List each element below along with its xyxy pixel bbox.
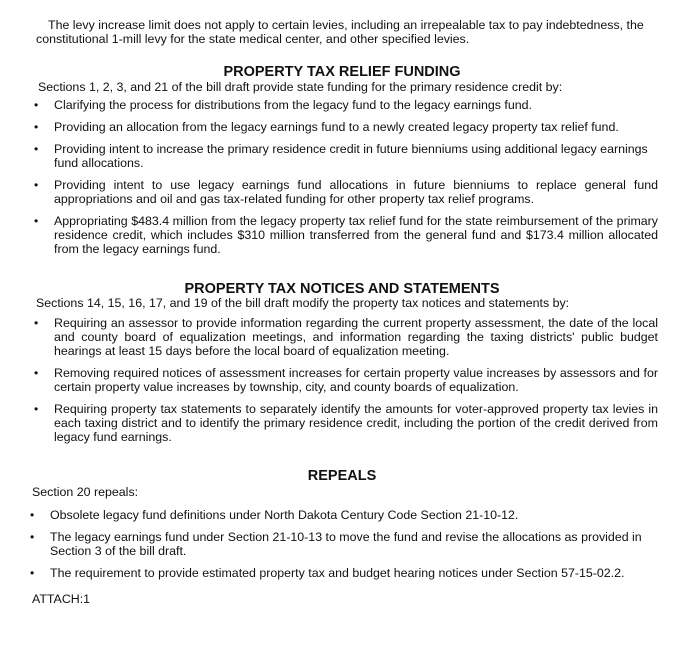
list-item: • The legacy earnings fund under Section 21-10-13 to move the fund and revise the allocations as provided in Section 3 of the bill draft. bbox=[30, 530, 642, 558]
relief-lead: Sections 1, 2, 3, and 21 of the bill draft provide state funding for the primary residence credit by: bbox=[38, 80, 563, 94]
bullet-icon: • bbox=[30, 508, 35, 522]
list-item: • Clarifying the process for distributions from the legacy fund to the legacy earnings fund. bbox=[34, 98, 532, 112]
list-item: • The requirement to provide estimated property tax and budget hearing notices under Section 57-15-02.2. bbox=[30, 566, 625, 580]
bullet-icon: • bbox=[34, 316, 39, 330]
list-item: • Providing an allocation from the legacy earnings fund to a newly created legacy property tax relief fund. bbox=[34, 120, 619, 134]
bullet-icon: • bbox=[34, 98, 39, 112]
list-item: • Appropriating $483.4 million from the legacy property tax relief fund for the state reimbursement of the primary residence credit, which includes $310 million transferred from the general fund and $173.4 million allocated from the legacy earnings fund. bbox=[34, 214, 658, 256]
bullet-icon: • bbox=[34, 178, 39, 192]
list-item: • Providing intent to increase the primary residence credit in future bienniums using additional legacy earnings fund allocations. bbox=[34, 142, 648, 170]
heading-property-tax-notices: PROPERTY TAX NOTICES AND STATEMENTS bbox=[184, 281, 500, 297]
bullet-icon: • bbox=[30, 566, 35, 580]
list-item: • Requiring property tax statements to separately identify the amounts for voter-approved property tax levies in each taxing district and to identify the primary residence credit, including the portion of the credit derived from legacy fund earnings. bbox=[34, 402, 658, 444]
notices-list bbox=[34, 316, 658, 444]
relief-list bbox=[34, 98, 658, 256]
list-item: • Obsolete legacy fund definitions under North Dakota Century Code Section 21-10-12. bbox=[30, 508, 519, 522]
heading-property-tax-relief-funding: PROPERTY TAX RELIEF FUNDING bbox=[223, 64, 461, 80]
repeals-list bbox=[30, 508, 658, 580]
list-item: • Providing intent to use legacy earnings fund allocations in future bienniums to replace general fund appropriations and oil and gas tax-related funding for other property tax relief programs. bbox=[34, 178, 658, 206]
bullet-icon: • bbox=[34, 120, 39, 134]
bullet-icon: • bbox=[34, 142, 39, 156]
bullet-icon: • bbox=[34, 402, 39, 416]
bullet-icon: • bbox=[30, 530, 35, 544]
list-item: • Requiring an assessor to provide information regarding the current property assessment, the date of the local and county board of equalization meetings, and information regarding the taxing districts' public budget hearings at least 15 days before the local board of equalization meeting. bbox=[34, 316, 658, 358]
bullet-icon: • bbox=[34, 214, 39, 228]
heading-repeals: REPEALS bbox=[307, 468, 377, 484]
repeals-lead: Section 20 repeals: bbox=[32, 485, 139, 499]
intro-paragraph: The levy increase limit does not apply to certain levies, including an irrepealable tax to pay indebtedness, the constitutional 1-mill levy for the state medical center, and other specified levies. bbox=[36, 18, 644, 46]
list-item: • Removing required notices of assessment increases for certain property value increases by assessors and for certain property value increases by township, city, and county boards of equalization. bbox=[34, 366, 658, 394]
bullet-icon: • bbox=[34, 366, 39, 380]
notices-lead: Sections 14, 15, 16, 17, and 19 of the bill draft modify the property tax notices and statements by: bbox=[36, 296, 570, 310]
attachment-label: ATTACH:1 bbox=[32, 592, 91, 606]
